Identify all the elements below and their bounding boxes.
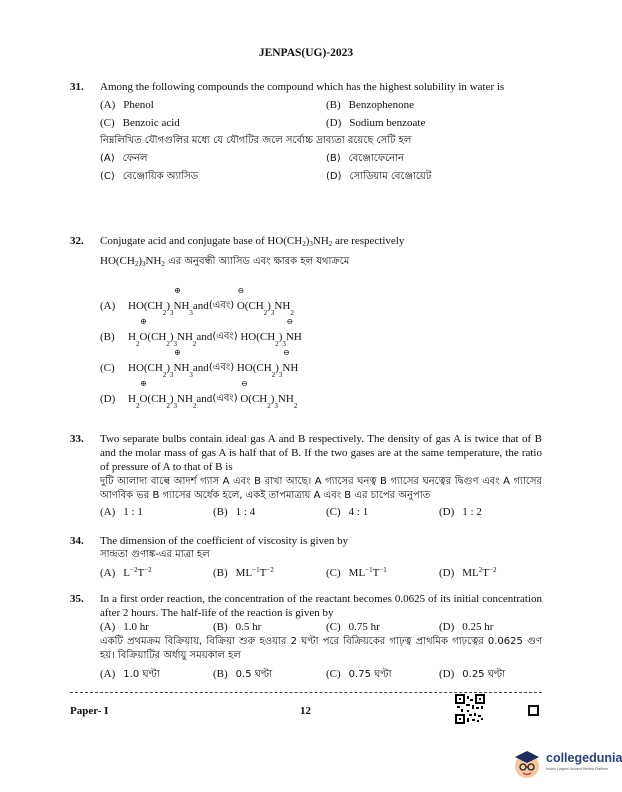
corner-marker <box>528 705 539 716</box>
option-b-bn: (B) 0.5 ঘণ্টা <box>213 668 273 680</box>
option-c: (C) 0.75 hr <box>326 621 380 633</box>
minus-charge-icon: ⊖ <box>240 379 248 388</box>
plus-charge-icon: ⊕ <box>140 317 147 326</box>
minus-charge-icon: ⊖ <box>286 317 294 326</box>
option-c: (C) HO(CH 2 ) 3 ⊕ N H 3 and (এবং) HO(CH 2 ) 3 ⊖ N H <box>100 348 299 379</box>
options-english <box>100 98 542 130</box>
question-number: 31. <box>70 81 84 93</box>
option-a: (A) 1 : 1 <box>100 506 143 518</box>
minus-charge-icon: ⊖ <box>282 348 290 357</box>
option-b: (B) 1 : 4 <box>213 506 256 518</box>
question-text: Among the following compounds the compound which has the highest solubility in water is <box>100 81 505 93</box>
option-d: (D) $ML^2T^{-2}$ <box>439 566 497 579</box>
question-text: Two separate bulbs contain ideal gas A and B respectively. The density of gas A is twice that of B and the molar mass of gas A is half that of B. If the two gases are at the same temperature, the ratio of pressure of A to that of B is <box>100 433 542 473</box>
question-number: 32. <box>70 235 84 247</box>
option-b: (B) Benzophenone <box>326 99 415 111</box>
logo-tagline: India's Largest Student Review Platform <box>546 767 609 771</box>
graduate-avatar-icon <box>510 747 544 781</box>
question-33 <box>70 432 542 519</box>
option-c-bn: (C) 0.75 ঘণ্টা <box>326 668 392 680</box>
question-text-bengali: $HO(CH_2)_3NH_2$ এর অনুবন্ধী অ্যাসিড এবং ক্ষারক হল যথাক্রমে <box>100 255 350 268</box>
options-list <box>100 269 542 410</box>
option-c: (C) Benzoic acid <box>100 117 180 129</box>
options-english <box>100 620 542 634</box>
question-text: In a first order reaction, the concentration of the reactant becomes 0.0625 of its initial concentration after 2 hours. The half-life of the reaction is given by <box>100 593 542 619</box>
option-a: (A) Phenol <box>100 99 154 111</box>
options-bengali <box>100 667 542 682</box>
question-34 <box>70 534 542 580</box>
question-text-bengali: একটি প্রথমক্রম বিক্রিয়ায়, বিক্রিয়া শুরু হওয়ার 2 ঘণ্টা পরে বিক্রিয়কের গাঢ়ত্ব প্রাথমিক গাঢ়ত্বের 0.0625 গুণ হয়। বিক্রিয়াটির অর্ধায়ু সময়কাল হল <box>100 636 542 661</box>
question-35 <box>70 592 542 682</box>
qr-code-icon <box>455 694 485 724</box>
plus-charge-icon: ⊕ <box>140 379 147 388</box>
option-a-bn: (A) 1.0 ঘণ্টা <box>100 668 160 680</box>
options-bengali <box>100 152 542 184</box>
option-c: (C) $ML^{-1}T^{-1}$ <box>326 566 387 579</box>
option-c-bn: (C) বেঞ্জোয়িক অ্যাসিড <box>100 171 199 182</box>
logo-text: collegedunia <box>546 751 622 765</box>
question-text-bengali: নিম্নলিখিত যৌগগুলির মধ্যে যে যৌগটির জলে সর্বোচ্চ দ্রাব্যতা রয়েছে সেটি হল <box>100 135 412 146</box>
question-number: 33. <box>70 433 84 445</box>
option-a: (A) $L^{-2}T^{-2}$ <box>100 566 152 579</box>
option-c: (C) 4 : 1 <box>326 506 369 518</box>
question-31 <box>70 80 542 184</box>
option-b: (B) H 2 ⊕ O (CH 2 ) 3 NH 2 and (এবং) HO(CH 2 ) 3 ⊖ N H <box>100 317 302 348</box>
question-text: The dimension of the coefficient of viscosity is given by <box>100 535 349 547</box>
option-d: (D) 0.25 hr <box>439 621 494 633</box>
option-b: (B) 0.5 hr <box>213 621 262 633</box>
footer-divider <box>70 692 542 693</box>
page-title: JENPAS(UG)-2023 <box>258 47 354 59</box>
question-text-bengali: সান্দ্রতা গুণাঙ্ক-এর মাত্রা হল <box>100 549 210 560</box>
plus-charge-icon: ⊕ <box>174 348 181 357</box>
page-number: 12 <box>300 705 311 717</box>
question-text: Conjugate acid and conjugate base of $HO(CH_2)_3NH_2$ are respectively <box>100 235 405 248</box>
option-d: (D) Sodium benzoate <box>326 117 426 129</box>
minus-charge-icon: ⊖ <box>237 286 245 295</box>
question-text-bengali: দুটি আলাদা বাল্বে আদর্শ গ্যাস A এবং B রাখা আছে। A গ্যাসের ঘনত্ব B গ্যাসের ঘনত্বের দ্বিগুণ এবং A গ্যাসের আণবিক ভর B গ্যাসের অর্ধেক হলে, একই তাপমাত্রায় A এবং B এর চাপের অনুপাত <box>100 476 542 501</box>
option-a: (A) 1.0 hr <box>100 621 149 633</box>
collegedunia-logo <box>510 745 622 783</box>
options <box>100 505 542 519</box>
option-a: (A) HO(CH 2 ) 3 ⊕ N H 3 and (এবং) ⊖ O (CH 2 ) 3 NH 2 <box>100 286 294 317</box>
plus-charge-icon: ⊕ <box>174 286 181 295</box>
option-b-bn: (B) বেঞ্জোফেনোন <box>326 153 404 164</box>
option-a-bn: (A) ফেনল <box>100 153 148 164</box>
option-b: (B) $ML^{-1}T^{-2}$ <box>213 566 274 579</box>
option-d-bn: (D) সোডিয়াম বেঞ্জোয়েট <box>326 171 432 182</box>
option-d-bn: (D) 0.25 ঘণ্টা <box>439 668 506 680</box>
option-d: (D) 1 : 2 <box>439 506 482 518</box>
options <box>100 566 542 580</box>
option-d: (D) H 2 ⊕ O (CH 2 ) 3 NH 2 and (এবং) ⊖ O (CH 2 ) 3 NH 2 <box>100 379 298 410</box>
question-number: 35. <box>70 593 84 605</box>
question-32 <box>70 234 542 410</box>
paper-label: Paper- I <box>70 705 109 717</box>
question-number: 34. <box>70 535 84 547</box>
